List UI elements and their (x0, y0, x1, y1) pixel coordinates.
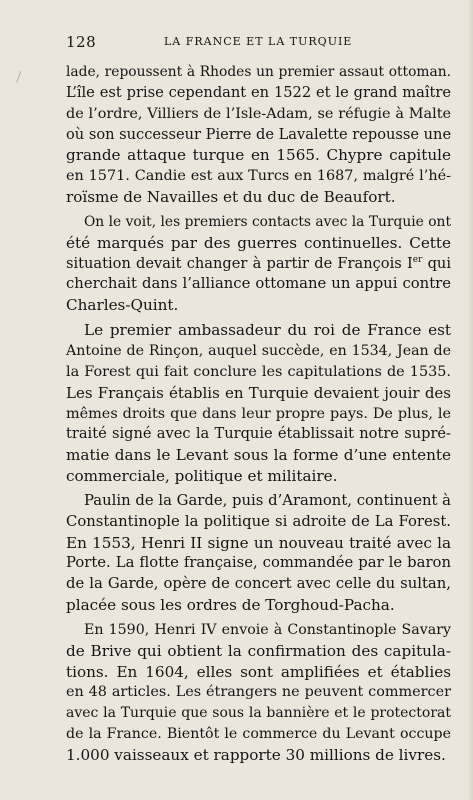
text-line: roïsme de Navailles et du duc de Beaufort. (66, 188, 396, 207)
text-line: L’île est prise cependant en 1522 et le grand maître (66, 83, 451, 101)
paragraph (66, 212, 451, 316)
text-line: Constantinople la politique si adroite de La Forest. (66, 512, 451, 530)
page-number: 128 (66, 33, 97, 51)
paragraph (66, 620, 451, 766)
paragraph (66, 62, 451, 208)
text-line: la Forest qui fait conclure les capitulations de 1535. (66, 363, 451, 380)
text-line: en 48 articles. Les étrangers ne peuvent commercer (66, 684, 451, 701)
text-line: placée sous les ordres de Torghoud-Pacha. (66, 596, 395, 615)
text-line: En 1553, Henri II signe un nouveau traité avec la (66, 533, 451, 552)
text-line: matie dans le Levant sous la forme d’une entente (66, 446, 451, 465)
text-line: lade, repoussent à Rhodes un premier assaut ottoman. (66, 64, 451, 80)
text-line: grande attaque turque en 1565. Chypre capitule (66, 146, 451, 165)
text-line: situation devait changer à partir de François Ier qui (66, 254, 451, 272)
text-line: de la France. Bientôt le commerce du Levant occupe (66, 726, 451, 743)
text-line: de Brive qui obtient la confirmation des capitula- (66, 641, 451, 660)
text-line: Charles-Quint. (66, 296, 179, 315)
text-line: On le voit, les premiers contacts avec la Turquie ont (84, 213, 451, 230)
running-head: LA FRANCE ET LA TURQUIE (164, 35, 353, 48)
text-line: de l’ordre, Villiers de l’Isle-Adam, se réfugie à Malte (66, 105, 451, 122)
text-line: Porte. La flotte française, commandée par le baron (66, 554, 451, 572)
text-line: Paulin de la Garde, puis d’Aramont, continuent à (84, 491, 451, 509)
text-line: Les Français établis en Turquie devaient jouir des (66, 383, 451, 402)
text-line: En 1590, Henri IV envoie à Constantinople Savary (84, 621, 451, 638)
page-edge (467, 0, 473, 800)
text-line: en 1571. Candie est aux Turcs en 1687, malgré l’hé- (66, 168, 451, 185)
text-line: été marqués par des guerres continuelles. Cette (66, 233, 451, 252)
text-line: Antoine de Rinçon, auquel succède, en 1534, Jean de (66, 342, 451, 359)
text-line: traité signé avec la Turquie établissait notre supré- (66, 425, 451, 443)
page-header (66, 33, 444, 53)
text-line: de la Garde, opère de concert avec celle du sultan, (66, 575, 451, 593)
text-line: tions. En 1604, elles sont amplifiées et établies (66, 662, 451, 681)
text-line: avec la Turquie que sous la bannière et le protectorat (66, 705, 451, 722)
text-line: 1.000 vaisseaux et rapporte 30 millions de livres. (66, 746, 446, 764)
text-line: cherchait dans l’alliance ottomane un appui contre (66, 275, 451, 293)
paragraph (66, 491, 451, 616)
text-line: où son successeur Pierre de Lavalette repousse une (66, 125, 452, 143)
margin-pencil-mark (16, 71, 27, 85)
text-line: mêmes droits que dans leur propre pays. De plus, le (66, 405, 451, 422)
text-line: commerciale, politique et militaire. (66, 467, 338, 486)
text-line: Le premier ambassadeur du roi de France est (84, 321, 451, 340)
paragraph (66, 320, 451, 487)
body-text (66, 62, 451, 770)
